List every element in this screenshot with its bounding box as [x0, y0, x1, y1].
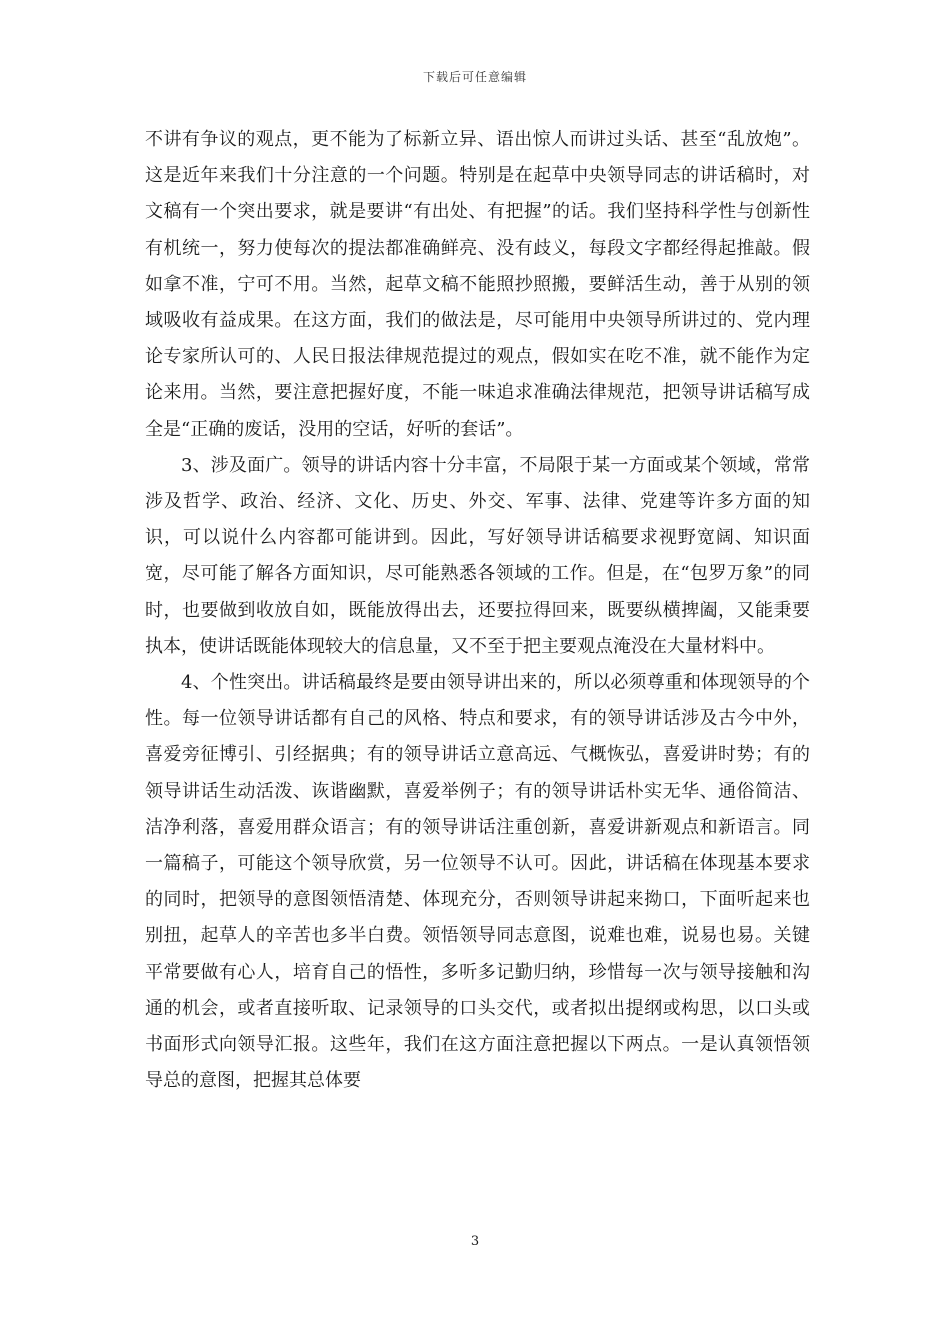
page-header: 下载后可任意编辑 — [422, 70, 527, 84]
paragraph-distinct-personality: 4、个性突出。讲话稿最终是要由领导讲出来的，所以必须尊重和体现领导的个性。每一位领导讲话都有自己的风格、特点和要求，有的领导讲话涉及古今中外，喜爱旁征博引、引经据典；有的领导讲话立意高远、气概恢弘，喜爱讲时势；有的领导讲话生动活泼、诙谐幽默，喜爱举例子；有的领导讲话朴实无华、通俗简洁、洁净利落，喜爱用群众语言；有的领导讲话注重创新，喜爱讲新观点和新语言。同一篇稿子，可能这个领导欣赏，另一位领导不认可。因此，讲话稿在体现基本要求的同时，把领导的意图领悟清楚、体现充分，否则领导讲起来拗口，下面听起来也别扭，起草人的辛苦也多半白费。领悟领导同志意图，说难也难，说易也易。关键平常要做有心人，培育自己的悟性，多听多记勤归纳，珍惜每一次与领导接触和沟通的机会，或者直接听取、记录领导的口头交代，或者拟出提纲或构思，以口头或书面形式向领导汇报。这些年，我们在这方面注意把握以下两点。一是认真领悟领导总的意图，把握其总体要 — [145, 672, 810, 1092]
document-body — [145, 122, 810, 1099]
paragraph-continued: 不讲有争议的观点，更不能为了标新立异、语出惊人而讲过头话、甚至“乱放炮”。这是近年来我们十分注意的一个问题。特别是在起草中央领导同志的讲话稿时，对文稿有一个突出要求，就是要讲“有出处、有把握”的话。我们坚持科学性与创新性有机统一，努力使每次的提法都准确鲜亮、没有歧义，每段文字都经得起推敲。假如拿不准，宁可不用。当然，起草文稿不能照抄照搬，要鲜活生动，善于从别的领域吸收有益成果。在这方面，我们的做法是，尽可能用中央领导所讲过的、党内理论专家所认可的、人民日报法律规范提过的观点，假如实在吃不准，就不能作为定论来用。当然，要注意把握好度，不能一味追求准确法律规范，把领导讲话稿写成全是“正确的废话，没用的空话，好听的套话”。 — [145, 129, 810, 440]
page-number: 3 — [470, 1234, 480, 1249]
paragraph-wide-scope: 3、涉及面广。领导的讲话内容十分丰富，不局限于某一方面或某个领域，常常涉及哲学、政治、经济、文化、历史、外交、军事、法律、党建等许多方面的知识，可以说什么内容都可能讲到。因此，写好领导讲话稿要求视野宽阔、知识面宽，尽可能了解各方面知识，尽可能熟悉各领域的工作。但是，在“包罗万象”的同时，也要做到收放自如，既能放得出去，还要拉得回来，既要纵横捭阖，又能秉要执本，使讲话既能体现较大的信息量，又不至于把主要观点淹没在大量材料中。 — [145, 454, 810, 657]
